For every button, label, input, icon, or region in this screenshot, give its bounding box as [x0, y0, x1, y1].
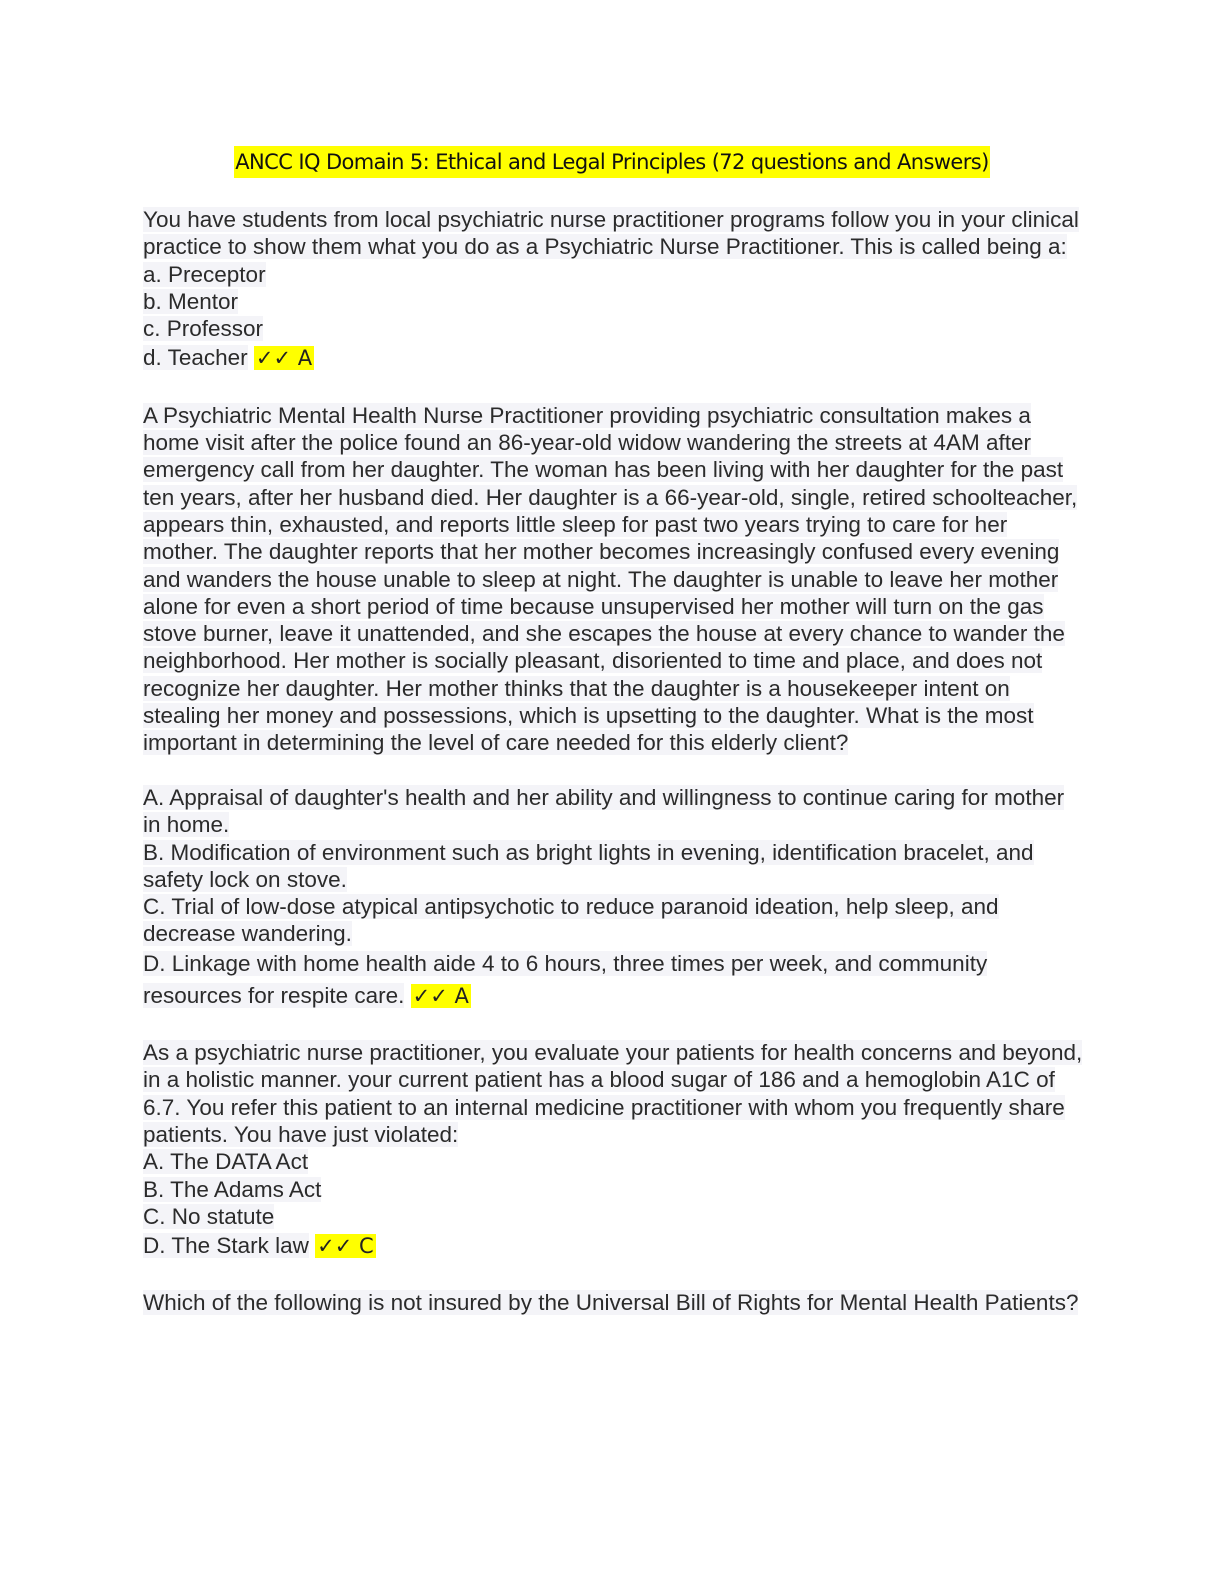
- question-block: [143, 206, 1083, 374]
- answer-option: d. Teacher: [143, 345, 248, 371]
- document-title: ANCC IQ Domain 5: Ethical and Legal Principles (72 questions and Answers): [234, 146, 989, 178]
- answer-option: D. The Stark law: [143, 1233, 309, 1259]
- document-body: [143, 206, 1083, 1317]
- answer-option: C. Trial of low-dose atypical antipsychotic to reduce paranoid ideation, help sleep, and decrease wandering.: [143, 894, 999, 947]
- question-stem: Which of the following is not insured by the Universal Bill of Rights for Mental Health Patients?: [143, 1290, 1079, 1316]
- question-stem: A Psychiatric Mental Health Nurse Practitioner providing psychiatric consultation makes a home visit after the police found an 86-year-old widow wandering the streets at 4AM after emergency call from her daughter. The woman has been living with her daughter for the past ten years, after her husband died. Her daughter is a 66-year-old, single, retired schoolteacher, appears thin, exhausted, and reports little sleep for past two years trying to care for her mother. The daughter reports that her mother becomes increasingly confused every evening and wanders the house unable to sleep at night. The daughter is unable to leave her mother alone for even a short period of time because unsupervised her mother will turn on the gas stove burner, leave it unattended, and she escapes the house at every chance to wander the neighborhood. Her mother is socially pleasant, disoriented to time and place, and does not recognize her daughter. Her mother thinks that the daughter is a housekeeper intent on stealing her money and possessions, which is upsetting to the daughter. What is the most important in determining the level of care needed for this elderly client?: [143, 402, 1078, 756]
- answer-option: c. Professor: [143, 316, 264, 342]
- answer-option: B. Modification of environment such as bright lights in evening, identification bracelet, and safety lock on stove.: [143, 839, 1034, 892]
- answer-option: A. The DATA Act: [143, 1149, 309, 1175]
- question-block: [143, 1039, 1083, 1262]
- correct-answer-mark: ✓✓ C: [317, 1234, 374, 1259]
- answer-option: b. Mentor: [143, 288, 239, 314]
- question-block: [143, 1289, 1083, 1316]
- answer-option: D. Linkage with home health aide 4 to 6 hours, three times per week, and community resources for respite care.: [143, 950, 988, 1008]
- answer-option: B. The Adams Act: [143, 1176, 322, 1202]
- question-block: [143, 402, 1083, 1012]
- answer-option: A. Appraisal of daughter's health and her ability and willingness to continue caring for mother in home.: [143, 784, 1065, 838]
- answer-option: C. No statute: [143, 1203, 275, 1229]
- title-container: [0, 146, 1224, 178]
- question-stem: As a psychiatric nurse practitioner, you evaluate your patients for health concerns and beyond, in a holistic manner. your current patient has a blood sugar of 186 and a hemoglobin A1C of 6.7. You refer this patient to an internal medicine practitioner with whom you frequently share patients. You have just violated:: [143, 1040, 1083, 1147]
- answer-option: a. Preceptor: [143, 261, 266, 287]
- correct-answer-mark: ✓✓ A: [412, 983, 469, 1008]
- correct-answer-mark: ✓✓ A: [255, 346, 313, 371]
- question-stem: You have students from local psychiatric nurse practitioner programs follow you in your clinical practice to show them what you do as a Psychiatric Nurse Practitioner. This is called being a:: [143, 207, 1079, 260]
